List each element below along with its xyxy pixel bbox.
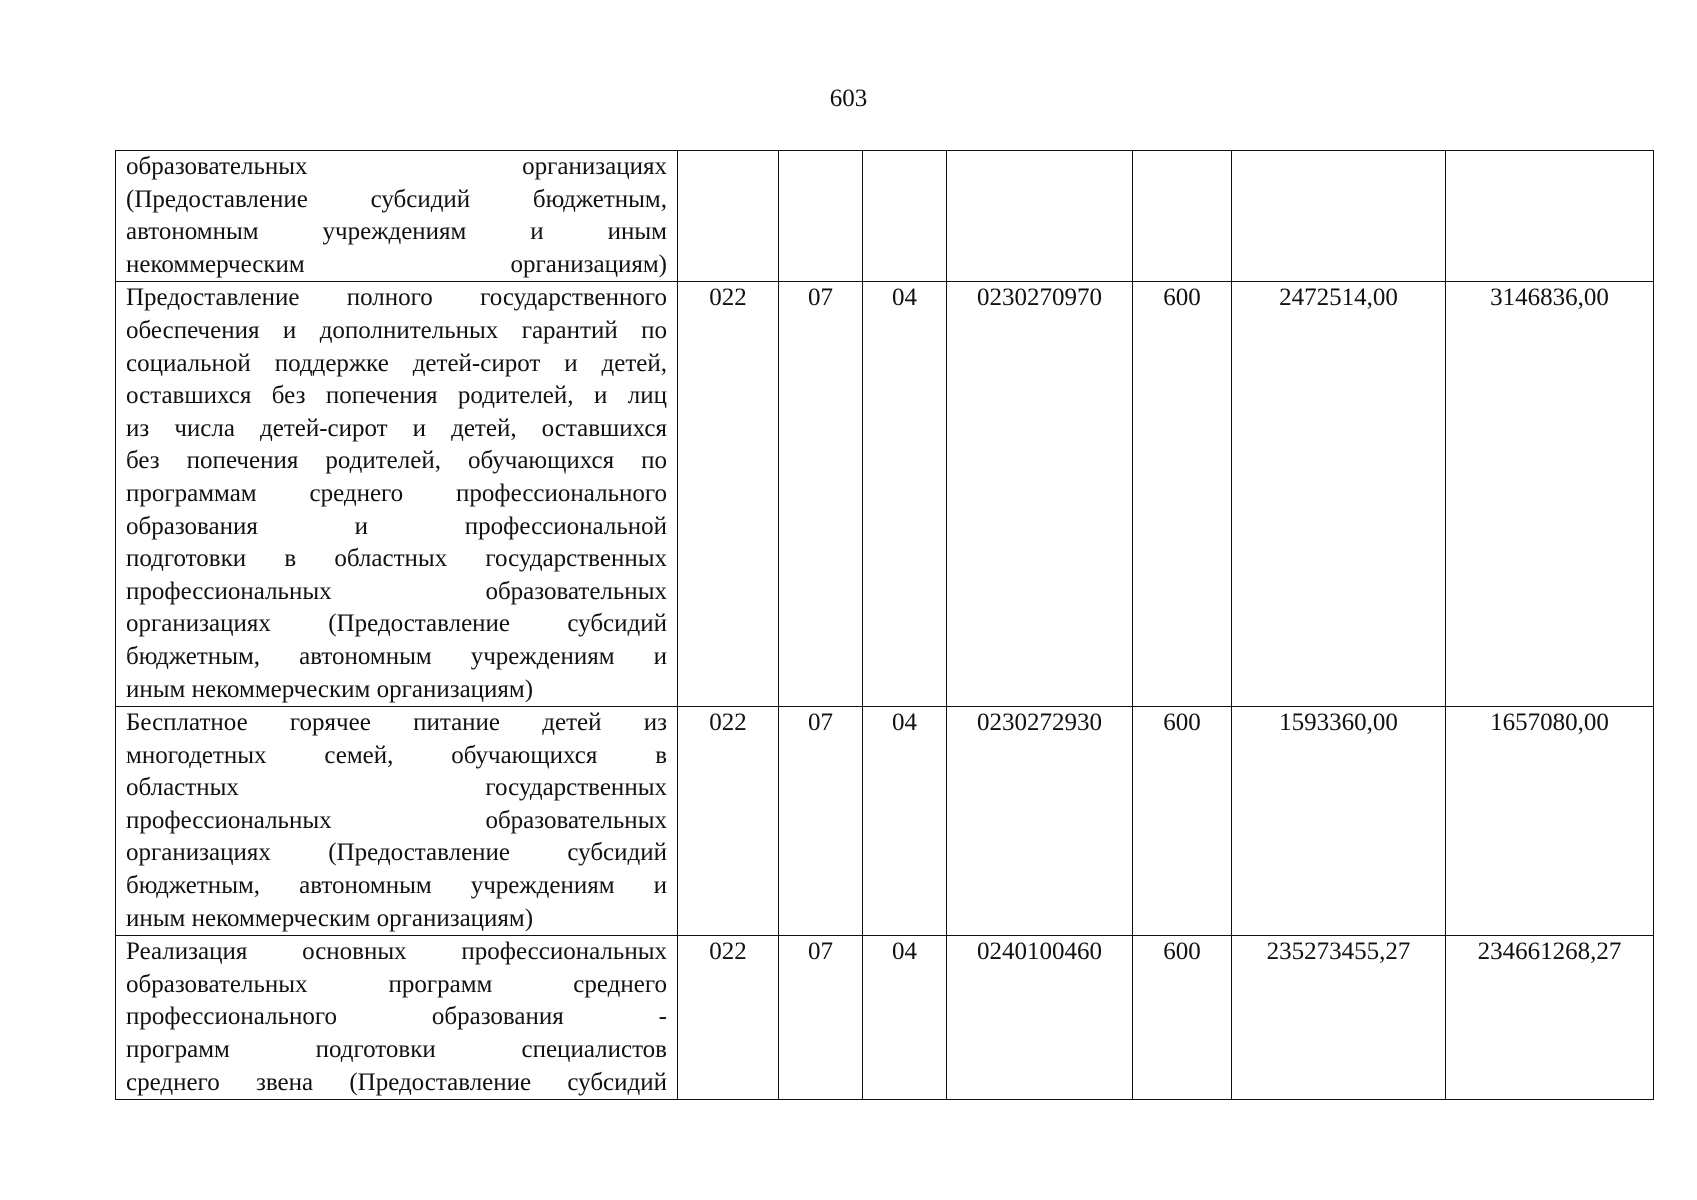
ministry-code-cell bbox=[678, 151, 779, 282]
section-code-cell: 07 bbox=[779, 707, 863, 936]
description-line: обеспечения и дополнительных гарантий по bbox=[126, 316, 667, 344]
amount-first-cell bbox=[1232, 151, 1446, 282]
description-line: образования и профессиональной bbox=[126, 512, 667, 540]
target-article-cell bbox=[947, 151, 1133, 282]
amount-second-cell: 3146836,00 bbox=[1446, 282, 1654, 707]
amount-first-cell: 1593360,00 bbox=[1232, 707, 1446, 936]
description-line: социальной поддержке детей-сирот и детей, bbox=[126, 349, 667, 377]
table-row bbox=[116, 151, 1654, 282]
expense-type-cell: 600 bbox=[1133, 282, 1232, 707]
amount-second-cell bbox=[1446, 151, 1654, 282]
amount-first-cell: 235273455,27 bbox=[1232, 936, 1446, 1100]
description-line: иным некоммерческим организациям) bbox=[126, 904, 534, 932]
section-code-cell: 07 bbox=[779, 936, 863, 1100]
ministry-code-cell: 022 bbox=[678, 936, 779, 1100]
description-line: областных государственных bbox=[126, 774, 667, 802]
description-line: автономным учреждениям и иным bbox=[126, 218, 667, 246]
description-line: (Предоставление субсидий бюджетным, bbox=[126, 185, 667, 213]
subsection-code-cell bbox=[863, 151, 947, 282]
subsection-code-cell: 04 bbox=[863, 936, 947, 1100]
description-line: Предоставление полного государственного bbox=[126, 284, 667, 312]
table-body bbox=[116, 151, 1654, 1100]
target-article-cell: 0230270970 bbox=[947, 282, 1133, 707]
subsection-code-cell: 04 bbox=[863, 282, 947, 707]
description-line: иным некоммерческим организациям) bbox=[126, 675, 534, 703]
subsection-code-cell: 04 bbox=[863, 707, 947, 936]
expense-type-cell bbox=[1133, 151, 1232, 282]
table-row bbox=[116, 936, 1654, 1100]
amount-second-cell: 234661268,27 bbox=[1446, 936, 1654, 1100]
expense-description-cell bbox=[116, 936, 678, 1100]
page-number: 603 bbox=[829, 85, 868, 112]
expense-type-cell: 600 bbox=[1133, 936, 1232, 1100]
description-line: Бесплатное горячее питание детей из bbox=[126, 709, 667, 737]
description-line: профессионального образования - bbox=[126, 1003, 667, 1031]
budget-table bbox=[115, 150, 1654, 1100]
description-line: организациях (Предоставление субсидий bbox=[126, 839, 667, 867]
expense-description-cell bbox=[116, 707, 678, 936]
description-line: профессиональных образовательных bbox=[126, 806, 667, 834]
description-line: некоммерческим организациям) bbox=[126, 250, 667, 278]
expense-type-cell: 600 bbox=[1133, 707, 1232, 936]
description-line: многодетных семей, обучающихся в bbox=[126, 741, 667, 769]
description-line: бюджетным, автономным учреждениям и bbox=[126, 872, 667, 900]
description-line: оставшихся без попечения родителей, и лиц bbox=[126, 382, 667, 410]
target-article-cell: 0230272930 bbox=[947, 707, 1133, 936]
expense-description-cell bbox=[116, 151, 678, 282]
target-article-cell: 0240100460 bbox=[947, 936, 1133, 1100]
description-line: без попечения родителей, обучающихся по bbox=[126, 447, 667, 475]
ministry-code-cell: 022 bbox=[678, 707, 779, 936]
section-code-cell bbox=[779, 151, 863, 282]
ministry-code-cell: 022 bbox=[678, 282, 779, 707]
amount-second-cell: 1657080,00 bbox=[1446, 707, 1654, 936]
amount-first-cell: 2472514,00 bbox=[1232, 282, 1446, 707]
table-row bbox=[116, 282, 1654, 707]
section-code-cell: 07 bbox=[779, 282, 863, 707]
description-line: организациях (Предоставление субсидий bbox=[126, 610, 667, 638]
description-line: программам среднего профессионального bbox=[126, 479, 667, 507]
table-row bbox=[116, 707, 1654, 936]
expense-description-cell bbox=[116, 282, 678, 707]
description-line: профессиональных образовательных bbox=[126, 577, 667, 605]
description-line: образовательных организациях bbox=[126, 153, 667, 180]
description-line: подготовки в областных государственных bbox=[126, 545, 667, 573]
description-line: из числа детей-сирот и детей, оставшихся bbox=[126, 414, 667, 442]
description-line: Реализация основных профессиональных bbox=[126, 938, 667, 966]
description-line: бюджетным, автономным учреждениям и bbox=[126, 642, 667, 670]
description-line: образовательных программ среднего bbox=[126, 970, 667, 998]
description-line: среднего звена (Предоставление субсидий bbox=[126, 1068, 667, 1096]
description-line: программ подготовки специалистов bbox=[126, 1036, 667, 1064]
